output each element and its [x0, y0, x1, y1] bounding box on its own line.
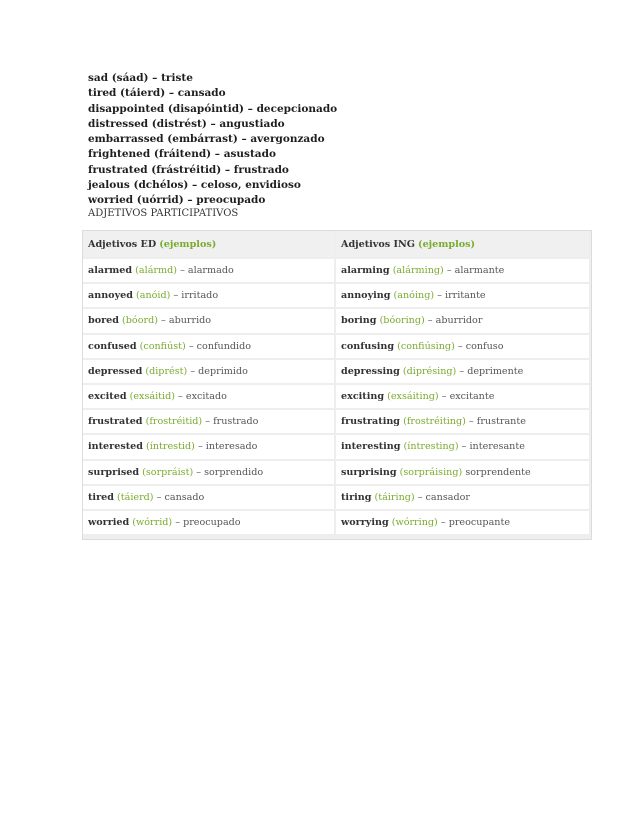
adjective-word: depressing	[341, 365, 400, 377]
adjective-word: tiring	[341, 491, 372, 503]
pronunciation: (alármd)	[135, 265, 177, 277]
pronunciation: (frostréiting)	[403, 416, 466, 428]
translation: – confundido	[188, 340, 252, 352]
translation: – frustrado	[205, 416, 259, 428]
vocabulary-item: embarrassed (embárrast) – avergonzado	[88, 133, 325, 146]
adjective-word: frustrated	[88, 416, 143, 428]
table-cell-ed	[83, 435, 334, 458]
pronunciation: (alárming)	[392, 265, 444, 277]
translation: – irritado	[173, 290, 219, 302]
pronunciation: (bóoring)	[379, 315, 425, 327]
adjective-word: surprised	[88, 466, 140, 478]
vocabulary-item: tired (táierd) – cansado	[88, 87, 226, 100]
table-cell-ing	[336, 461, 589, 484]
translation: – deprimente	[459, 365, 524, 377]
table-cell-ing	[336, 335, 589, 358]
translation: – irritante	[437, 290, 486, 302]
pronunciation: (diprésing)	[402, 365, 457, 377]
translation: – sorprendido	[196, 466, 264, 478]
adjective-word: annoying	[341, 290, 391, 302]
translation: sorprendente	[465, 466, 531, 478]
translation: – interesado	[197, 441, 258, 453]
translation: – deprimido	[190, 365, 248, 377]
translation: – preocupado	[175, 516, 241, 528]
table-cell-ed	[83, 461, 334, 484]
adjective-word: alarmed	[88, 265, 133, 277]
pronunciation: (sorpráising)	[399, 466, 463, 478]
vocabulary-item: sad (sáad) – triste	[88, 72, 193, 84]
translation: – cansador	[417, 491, 470, 503]
adjective-word: excited	[88, 391, 127, 403]
pronunciation: (exsáitid)	[129, 391, 175, 403]
table-header-ed	[83, 231, 334, 257]
adjective-word: confused	[88, 340, 137, 352]
header-examples: (ejemplos)	[159, 238, 217, 250]
adjective-word: confusing	[341, 340, 395, 352]
section-heading: ADJETIVOS PARTICIPATIVOS	[88, 208, 239, 219]
translation: – cansado	[156, 491, 205, 503]
table-cell-ed	[83, 511, 334, 534]
vocabulary-item: jealous (dchélos) – celoso, envidioso	[88, 179, 301, 192]
adjective-word: worried	[88, 516, 130, 528]
adjective-word: surprising	[341, 466, 397, 478]
translation: – preocupante	[440, 516, 510, 528]
table-cell-ed	[83, 410, 334, 433]
adjective-word: bored	[88, 315, 119, 327]
translation: – confuso	[457, 340, 504, 352]
table-cell-ing	[336, 284, 589, 307]
translation: – aburrido	[161, 315, 212, 327]
adjective-word: worrying	[341, 516, 389, 528]
table-cell-ing	[336, 309, 589, 332]
adjective-word: tired	[88, 491, 114, 503]
pronunciation: (anóing)	[393, 290, 435, 302]
translation: – frustrante	[468, 416, 526, 428]
pronunciation: (íntresting)	[403, 441, 459, 453]
table-cell-ing	[336, 259, 589, 282]
pronunciation: (anóid)	[136, 290, 171, 302]
pronunciation: (confiúsing)	[397, 340, 455, 352]
pronunciation: (íntrestid)	[146, 441, 195, 453]
vocabulary-item: worried (uórrid) – preocupado	[88, 194, 266, 207]
pronunciation: (wórrid)	[132, 516, 173, 528]
translation: – excitado	[178, 391, 227, 403]
adjective-word: interesting	[341, 441, 401, 453]
pronunciation: (táierd)	[117, 491, 154, 503]
pronunciation: (sorpráist)	[142, 466, 194, 478]
adjective-word: frustrating	[341, 416, 401, 428]
vocabulary-list	[88, 71, 388, 209]
table-cell-ing	[336, 511, 589, 534]
adjective-word: exciting	[341, 391, 385, 403]
translation: – interesante	[461, 441, 525, 453]
pronunciation: (diprést)	[145, 365, 188, 377]
translation: – excitante	[441, 391, 495, 403]
table-cell-ed	[83, 335, 334, 358]
pronunciation: (exsáiting)	[387, 391, 439, 403]
table-cell-ed	[83, 385, 334, 408]
adjective-word: alarming	[341, 265, 390, 277]
header-label: Adjetivos ED	[88, 238, 157, 250]
pronunciation: (confiúst)	[139, 340, 186, 352]
table-grid	[83, 231, 591, 534]
table-cell-ing	[336, 486, 589, 509]
table-cell-ed	[83, 309, 334, 332]
table-cell-ed	[83, 486, 334, 509]
adjective-word: depressed	[88, 365, 143, 377]
table-cell-ing	[336, 360, 589, 383]
pronunciation: (wórring)	[391, 516, 438, 528]
vocabulary-item: frightened (fráitend) – asustado	[88, 148, 276, 161]
adjective-word: boring	[341, 315, 377, 327]
translation: – alarmante	[446, 265, 505, 277]
table-cell-ed	[83, 360, 334, 383]
table-header-ing	[336, 231, 589, 257]
header-examples: (ejemplos)	[418, 238, 476, 250]
pronunciation: (frostréitid)	[145, 416, 203, 428]
vocabulary-item: disappointed (disapóintid) – decepcionado	[88, 102, 338, 115]
pronunciation: (táiring)	[374, 491, 415, 503]
table-cell-ing	[336, 385, 589, 408]
table-cell-ing	[336, 435, 589, 458]
table-cell-ed	[83, 259, 334, 282]
pronunciation: (bóord)	[122, 315, 158, 327]
adjective-word: interested	[88, 441, 143, 453]
vocabulary-item: frustrated (frástréitid) – frustrado	[88, 163, 289, 176]
table-cell-ing	[336, 410, 589, 433]
participle-adjectives-table	[82, 230, 592, 540]
translation: – alarmado	[180, 265, 234, 277]
vocabulary-item: distressed (distrést) – angustiado	[88, 117, 285, 130]
translation: – aburridor	[427, 315, 483, 327]
header-label: Adjetivos ING	[341, 238, 415, 250]
adjective-word: annoyed	[88, 290, 133, 302]
table-cell-ed	[83, 284, 334, 307]
